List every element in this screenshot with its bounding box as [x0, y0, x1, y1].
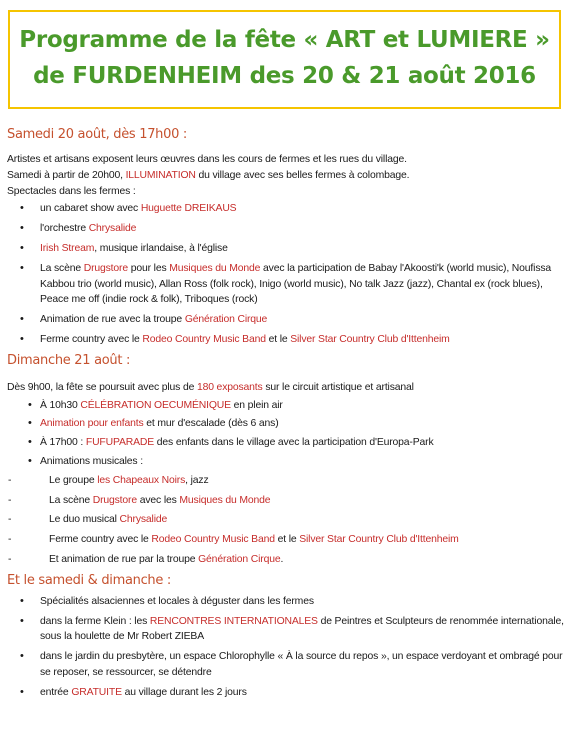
list-item: • l'orchestre Chrysalide	[7, 221, 565, 237]
list-item: • Animation de rue avec la troupe Génération Cirque	[7, 312, 565, 328]
saturday-illumination-line: Samedi à partir de 20h00, ILLUMINATION du village avec ses belles fermes à colombage.	[7, 169, 410, 181]
title-banner	[8, 10, 561, 109]
saturday-intro-line: Artistes et artisans exposent leurs œuvres dans les cours de fermes et les rues du village.	[7, 154, 407, 165]
list-item: • entrée GRATUITE au village durant les 2 jours	[7, 685, 565, 701]
list-item: • Ferme country avec le Rodeo Country Music Band et le Silver Star Country Club d'Ittenheim	[7, 332, 565, 348]
programme-content	[7, 126, 565, 705]
sunday-list	[7, 398, 565, 470]
list-item: • À 17h00 : FUFUPARADE des enfants dans le village avec la participation d'Europa-Park	[7, 435, 565, 451]
list-item: - Le duo musical Chrysalide	[7, 512, 565, 528]
list-item: - La scène Drugstore avec les Musiques du Monde	[7, 493, 565, 509]
sunday-intro-line: Dès 9h00, la fête se poursuit avec plus de 180 exposants sur le circuit artistique et artisanal	[7, 381, 414, 393]
list-item: • un cabaret show avec Huguette DREIKAUS	[7, 201, 565, 217]
saturday-heading: Samedi 20 août, dès 17h00 :	[7, 127, 187, 142]
sunday-heading: Dimanche 21 août :	[7, 352, 131, 368]
list-item: • Spécialités alsaciennes et locales à déguster dans les fermes	[7, 594, 565, 610]
weekend-heading: Et le samedi & dimanche :	[7, 572, 171, 588]
saturday-shows-line: Spectacles dans les fermes :	[7, 185, 136, 197]
title-line-2: de FURDENHEIM des 20 & 21 août 2016	[33, 63, 536, 89]
saturday-list	[7, 201, 565, 347]
list-item: • À 10h30 CÉLÉBRATION OECUMÉNIQUE en plein air	[7, 398, 565, 414]
sunday-music-list	[7, 473, 565, 568]
title-line-1: Programme de la fête « ART et LUMIERE »	[19, 27, 550, 53]
list-item: • dans la ferme Klein : les RENCONTRES INTERNATIONALES de Peintres et Sculpteurs de renommée internationale, sous la houlette de Mr Robert ZIEBA	[7, 614, 565, 646]
list-item: • Animations musicales :	[7, 454, 565, 470]
list-item: • Animation pour enfants et mur d'escalade (dès 6 ans)	[7, 416, 565, 432]
list-item: - Ferme country avec le Rodeo Country Music Band et le Silver Star Country Club d'Ittenheim	[7, 532, 565, 548]
list-item: • Irish Stream, musique irlandaise, à l'église	[7, 241, 565, 257]
weekend-list	[7, 594, 565, 701]
list-item: • dans le jardin du presbytère, un espace Chlorophylle « À la source du repos », un espace verdoyant et ombragé pour se reposer, se ressourcer, se détendre	[7, 649, 565, 681]
list-item: - Le groupe les Chapeaux Noirs, jazz	[7, 473, 565, 489]
list-item: • La scène Drugstore pour les Musiques du Monde avec la participation de Babay l'Akoosti'k (world music), Noufissa Kabbou trio (world music), Allan Ross (folk rock), Inigo (world music), No talk Jazz (jazz), Chantal ex (rock blues), Peace me off (indie rock & folk), Triboques (rock)	[7, 261, 565, 308]
list-item: - Et animation de rue par la troupe Génération Cirque.	[7, 552, 565, 568]
